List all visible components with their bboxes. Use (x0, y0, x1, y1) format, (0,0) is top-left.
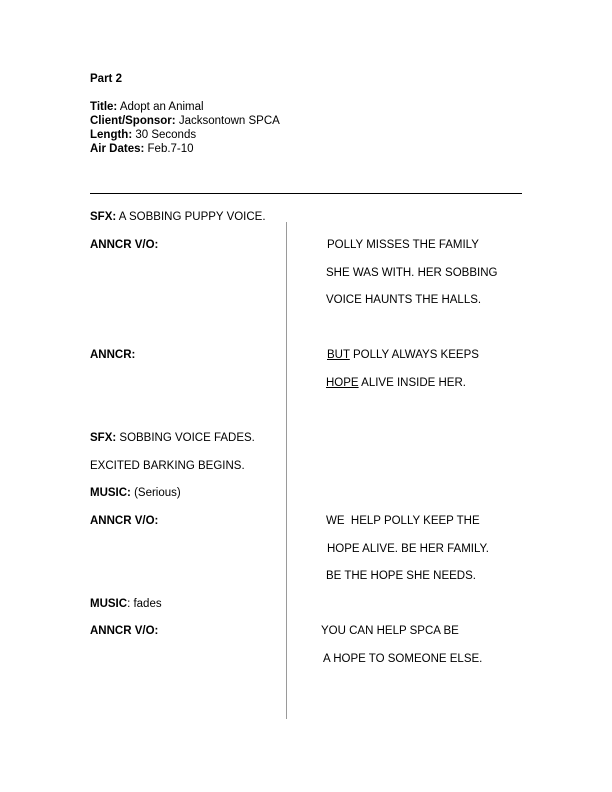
sfx-cue-1 (90, 210, 266, 224)
music-text: (Serious) (130, 487, 181, 499)
announcer-line: HOPE ALIVE. BE HER FAMILY. (327, 543, 489, 555)
announcer-label-3: ANNCR V/O: (90, 515, 159, 527)
announcer-line: YOU CAN HELP SPCA BE (321, 625, 459, 637)
column-divider (286, 222, 287, 719)
music-label: MUSIC: (90, 487, 131, 499)
client-label: Client/Sponsor: (90, 115, 176, 127)
sfx-text-line-2: EXCITED BARKING BEGINS. (90, 460, 245, 472)
title-row (90, 100, 204, 114)
music-label: MUSIC (90, 598, 128, 610)
music-text: : fades (127, 598, 162, 610)
music-cue-1 (90, 486, 181, 500)
length-label: Length: (90, 129, 133, 141)
announcer-line: SHE WAS WITH. HER SOBBING (326, 267, 498, 279)
announcer-line: VOICE HAUNTS THE HALLS. (326, 294, 482, 306)
announcer-line: WE HELP POLLY KEEP THE (326, 515, 480, 527)
announcer-label-4: ANNCR V/O: (90, 625, 159, 637)
sfx-text: SOBBING VOICE FADES. (116, 432, 255, 444)
announcer-line: A HOPE TO SOMEONE ELSE. (323, 653, 483, 665)
length-value: 30 Seconds (132, 129, 197, 141)
announcer-line: POLLY MISSES THE FAMILY (327, 239, 479, 251)
horizontal-rule (90, 193, 522, 194)
client-value: Jacksontown SPCA (175, 115, 280, 127)
announcer-line: HOPE ALIVE INSIDE HER. (326, 377, 466, 389)
sfx-text: A SOBBING PUPPY VOICE. (116, 211, 266, 223)
sfx-label: SFX: (90, 432, 117, 444)
title-value: Adopt an Animal (117, 101, 204, 113)
airdates-label: Air Dates: (90, 143, 145, 155)
client-row (90, 114, 280, 128)
underlined-word: BUT (327, 349, 350, 361)
announcer-label-2: ANNCR: (90, 349, 136, 361)
title-label: Title: (90, 101, 118, 113)
part-heading: Part 2 (90, 73, 122, 85)
announcer-line: BE THE HOPE SHE NEEDS. (326, 570, 476, 582)
sfx-label: SFX: (90, 211, 117, 223)
airdates-value: Feb.7-10 (144, 143, 194, 155)
announcer-label-1: ANNCR V/O: (90, 239, 159, 251)
music-cue-2 (90, 597, 162, 611)
airdates-row (90, 142, 194, 156)
announcer-line: BUT POLLY ALWAYS KEEPS (327, 349, 479, 361)
length-row (90, 128, 196, 142)
sfx-cue-2 (90, 431, 255, 445)
underlined-word: HOPE (326, 377, 359, 389)
